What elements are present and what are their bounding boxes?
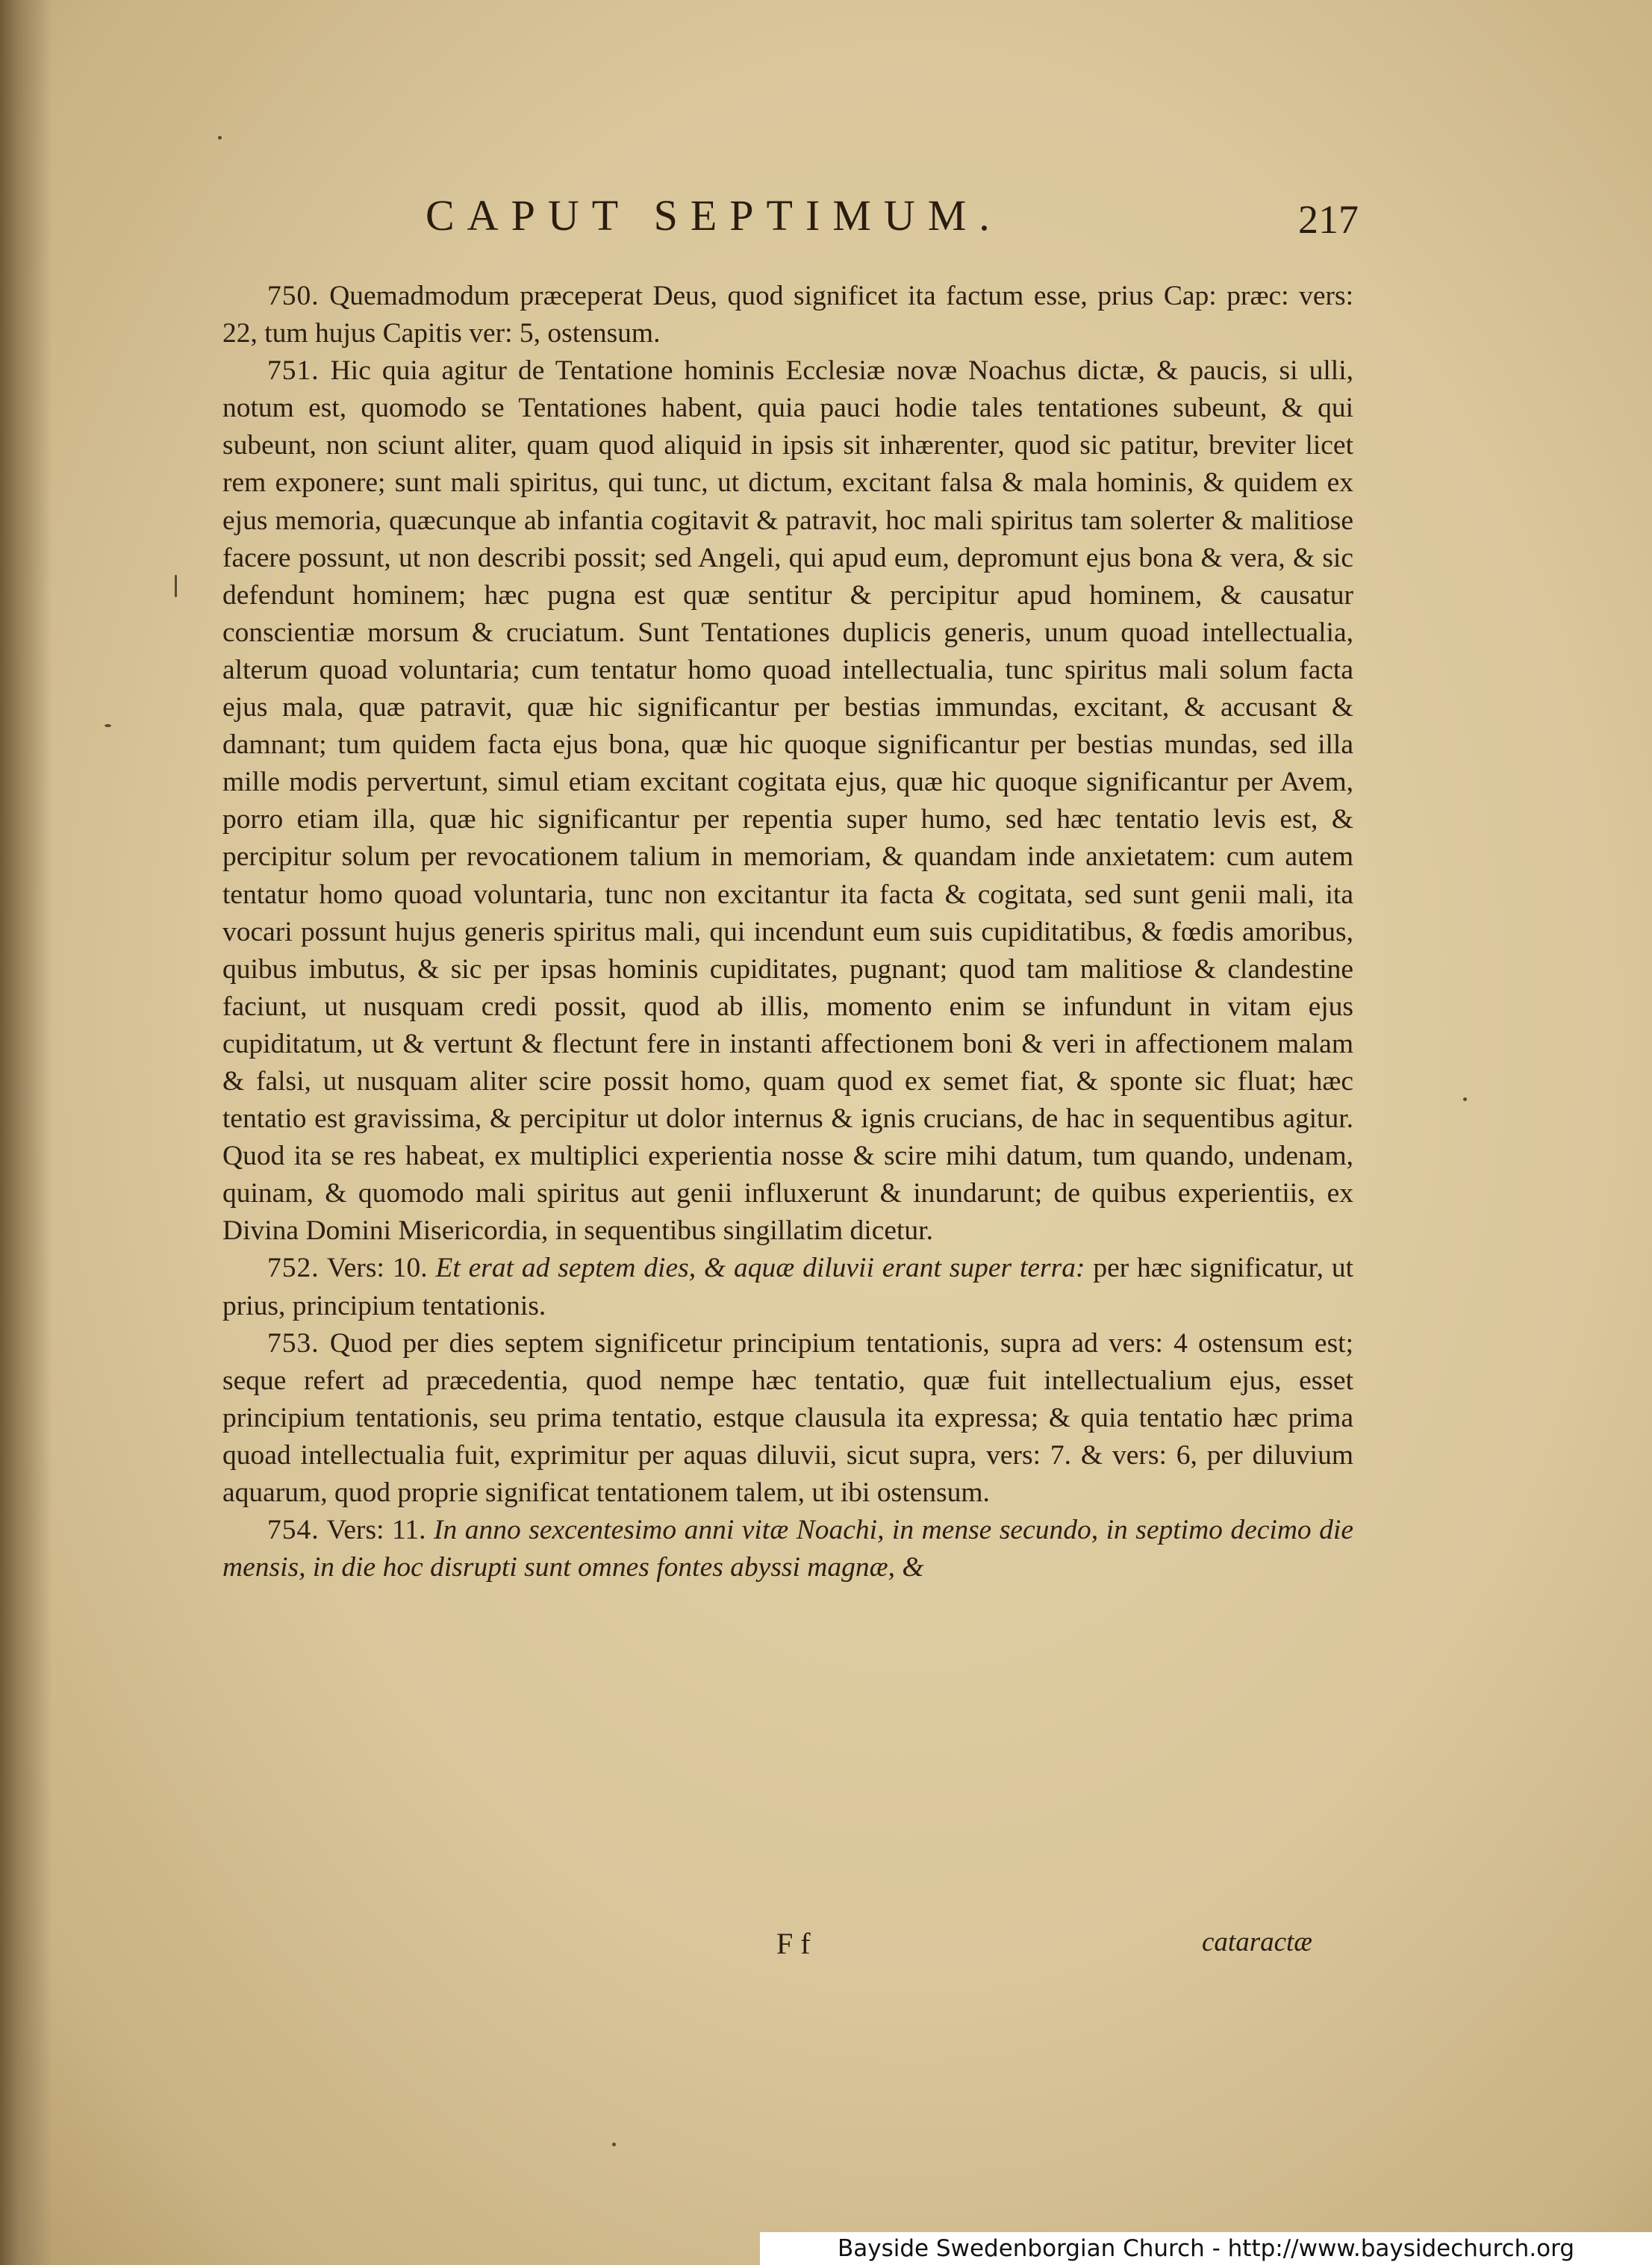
page-number: 217 bbox=[1298, 197, 1359, 242]
paper-speck bbox=[612, 2143, 616, 2146]
paragraph-text: Hic quia agitur de Tentatione hominis Ecclesiæ novæ Noachus dictæ, & paucis, si ulli, notum est, quomodo se Tentationes habent, quia pauci hodie tales tentationes subeunt, & qui subeunt, non sciunt aliter, quam quod aliquid in ipsis sit inhærenter, quod sic patitur, breviter licet rem exponere; sunt mali spiritus, qui tunc, ut dictum, excitant falsa & mala hominis, & quidem ex ejus memoria, quæcunque ab infantia cogitavit & patravit, hoc mali spiritus tam solerter & malitiose facere possunt, ut non describi possit; sed Angeli, qui apud eum, depromunt ejus bona & vera, & sic defendunt hominem; hæc pugna est quæ sentitur & percipitur apud hominem, & causatur conscientiæ morsum & cruciatum. Sunt Tentationes duplicis generis, unum quoad intellectualia, alterum quoad voluntaria; cum tentatur homo quoad intellectualia, tunc spiritus mali solum facta ejus mala, quæ patravit, quæ hic significantur per bestias immundas, excitant, & accusant & damnant; tum quidem facta ejus bona, quæ hic quoque significantur per bestias mundas, sed illa mille modis pervertunt, simul etiam excitant cogitata ejus, quæ hic quoque significantur per Avem, porro etiam illa, quæ hic significantur per repentia super humo, sed hæc tentatio levis est, & percipitur solum per revocationem talium in memoriam, & quandam inde anxietatem: cum autem tentatur homo quoad voluntaria, tunc non excitantur ita facta & cogitata, sed sunt genii mali, ita vocari possunt hujus generis spiritus mali, qui incendunt eum suis cupiditatibus, & fœdis amoribus, quibus imbutus, & sic per ipsas hominis cupiditates, pugnant; quod tam malitiose & clandestine faciunt, ut nusquam credi possit, quod ab illis, momento enim se infundunt in vitam ejus cupiditatum, ut & vertunt & flectunt fere in instanti affectionem boni & veri in affectionem malam & falsi, ut nusquam aliter scire possit homo, quam quod ex semet fiat, & sponte sic fluat; hæc tentatio est gravissima, & percipitur ut dolor internus & ignis crucians, de hac in sequentibus agitur. Quod ita se res habeat, ex multiplici experientia nosse & scire mihi datum, tum quando, undenam, quinam, & quomodo mali spiritus aut genii influxerunt & inundarunt; de quibus experientiis, ex Divina Domini Misericordia, in sequentibus singillatim dicetur. bbox=[222, 355, 1353, 1247]
paragraph-751 bbox=[222, 352, 1353, 1250]
paper-mark bbox=[175, 575, 177, 597]
paragraph-number: 754. bbox=[267, 1515, 320, 1546]
paper-speck bbox=[1463, 1097, 1467, 1101]
running-title: CAPUT SEPTIMUM. bbox=[426, 191, 1003, 240]
paragraph-number: 753. bbox=[267, 1327, 320, 1359]
footer-credit: Bayside Swedenborgian Church - http://www.baysidechurch.org bbox=[760, 2232, 1652, 2265]
verse-reference: Vers: 10. bbox=[326, 1253, 428, 1284]
paragraph-text: Quemadmodum præceperat Deus, quod significet ita factum esse, prius Cap: præc: vers: 22, tum hujus Capitis ver: 5, ostensum. bbox=[222, 281, 1354, 349]
binding-gutter bbox=[0, 0, 52, 2265]
catchword: cataractæ bbox=[1202, 1927, 1312, 1957]
paragraph-text: Quod per dies septem significetur principium tentationis, supra ad vers: 4 ostensum est; seque refert ad præcedentia, quod nempe hæc tentatio, quæ fuit intellectualium ejus, esset principium tentationis, seu prima tentatio, estque clausula ita expressa; & quia tentatio hæc prima quoad intellectualia fuit, exprimitur per aquas diluvii, sicut supra, vers: 7. & vers: 6, per diluvium aquarum, quod proprie significat tentationem talem, ut ibi ostensum. bbox=[222, 1327, 1353, 1508]
paragraph-text: per hæc significatur, ut prius, principium tentationis. bbox=[222, 1253, 1354, 1321]
scripture-quote: Et erat ad septem dies, & aquæ diluvii erant super terra: bbox=[435, 1253, 1085, 1284]
paragraph-750 bbox=[222, 278, 1353, 352]
paper-speck bbox=[218, 136, 222, 140]
paragraph-752 bbox=[222, 1250, 1353, 1324]
verse-reference: Vers: 11. bbox=[326, 1515, 426, 1546]
signature-mark: F f bbox=[776, 1927, 811, 1960]
paragraph-number: 751. bbox=[267, 355, 320, 387]
paper-speck bbox=[105, 724, 111, 727]
paragraph-number: 752. bbox=[267, 1253, 320, 1284]
scripture-quote: In anno sexcentesimo anni vitæ Noachi, in mense secundo, in septimo decimo die mensis, in die hoc disrupti sunt omnes fontes abyssi magnæ, & bbox=[222, 1515, 1353, 1583]
paragraph-753 bbox=[222, 1325, 1353, 1512]
page-header bbox=[224, 190, 1359, 258]
paragraph-754 bbox=[222, 1512, 1353, 1586]
paragraph-number: 750. bbox=[267, 281, 320, 311]
body-text bbox=[222, 278, 1353, 1586]
